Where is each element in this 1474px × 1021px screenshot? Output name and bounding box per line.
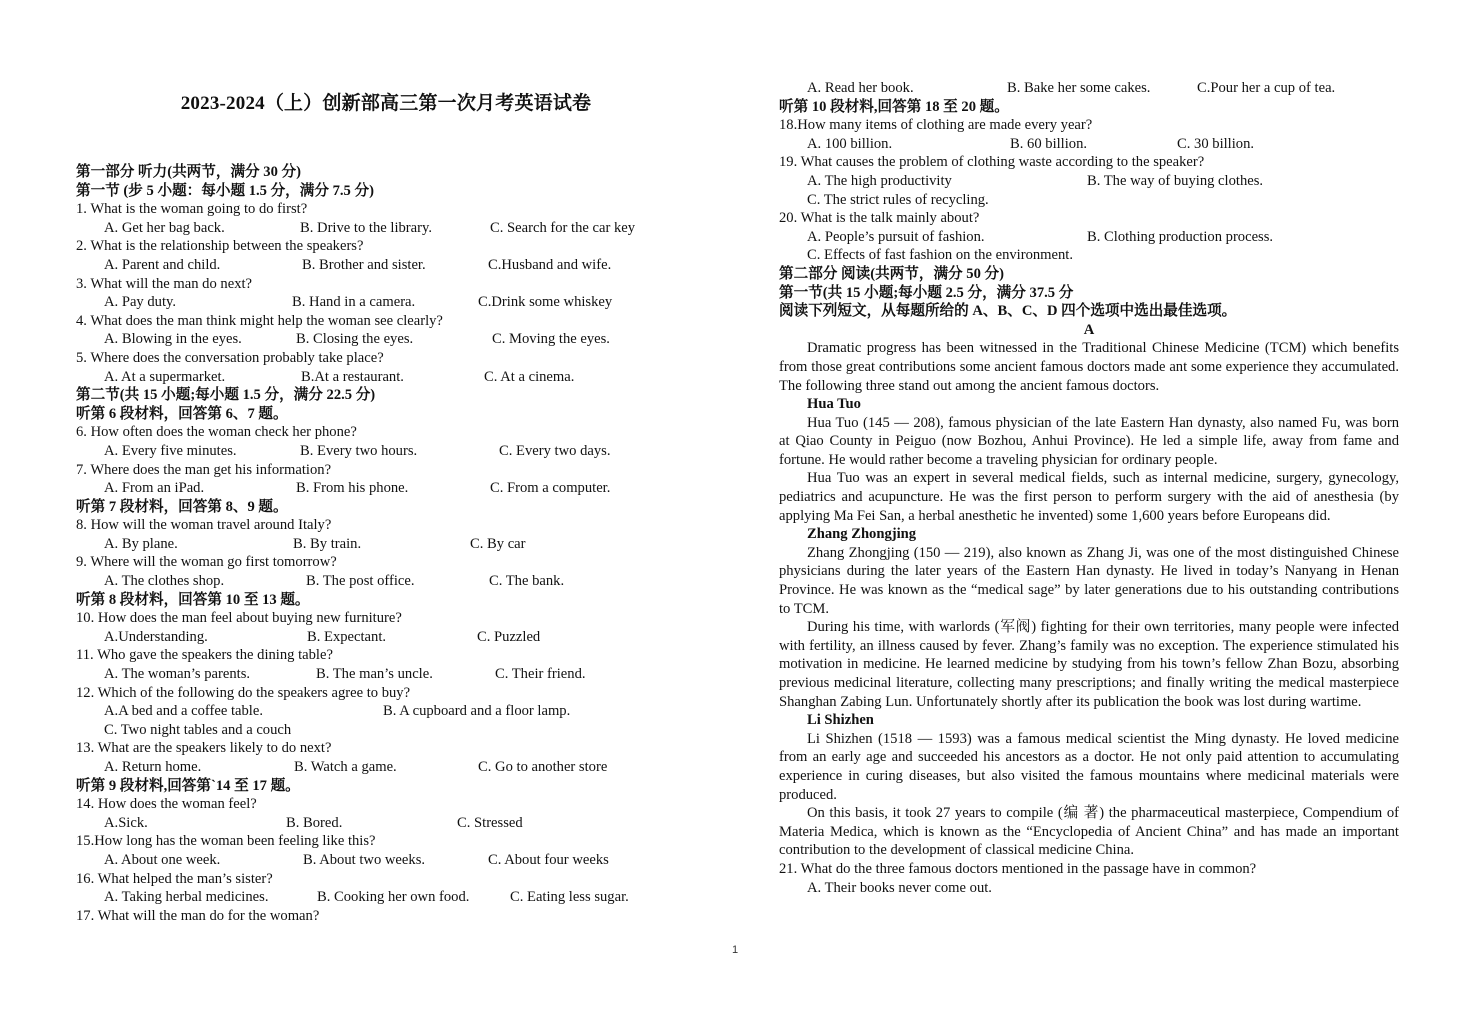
question-17: 17. What will the man do for the woman? xyxy=(76,907,320,924)
options-19 xyxy=(779,172,1399,191)
question-11: 11. Who gave the speakers the dining table? xyxy=(76,647,333,664)
options-21 xyxy=(779,879,1399,898)
left-column xyxy=(76,163,686,925)
option-b: B. Expectant. xyxy=(307,628,387,645)
options-10 xyxy=(76,628,686,647)
option-c: C. Effects of fast fashion on the environment. xyxy=(807,247,1074,264)
option-a: A. By plane. xyxy=(104,535,178,552)
right-column xyxy=(779,79,1399,897)
options-16 xyxy=(76,888,686,907)
question-6: 6. How often does the woman check her phone? xyxy=(76,424,357,441)
material-9-heading: 听第 9 段材料,回答第`14 至 17 题。 xyxy=(76,777,300,794)
option-c: C.Drink some whiskey xyxy=(478,294,613,311)
options-13 xyxy=(76,758,686,777)
options-2 xyxy=(76,256,686,275)
question-5: 5. Where does the conversation probably take place? xyxy=(76,349,384,366)
option-c: C. The bank. xyxy=(489,573,565,590)
option-a: A. Parent and child. xyxy=(104,256,221,273)
question-3: 3. What will the man do next? xyxy=(76,275,253,292)
options-6 xyxy=(76,442,686,461)
options-15 xyxy=(76,851,686,870)
question-16: 16. What helped the man’s sister? xyxy=(76,870,273,887)
option-c: C. Puzzled xyxy=(477,628,541,645)
option-c: C. By car xyxy=(470,535,526,552)
option-c: C. Their friend. xyxy=(495,666,586,683)
subheading-li-shizhen: Li Shizhen xyxy=(807,712,874,729)
option-c: C. From a computer. xyxy=(490,480,611,497)
option-b: B. Bored. xyxy=(286,814,343,831)
material-8-heading: 听第 8 段材料，回答第 10 至 13 题。 xyxy=(76,591,310,608)
question-18: 18.How many items of clothing are made every year? xyxy=(779,117,1093,134)
option-a: A. 100 billion. xyxy=(807,135,893,152)
options-20-cont xyxy=(779,246,1399,265)
question-4: 4. What does the man think might help the woman see clearly? xyxy=(76,312,443,329)
option-a: A. Get her bag back. xyxy=(104,219,225,236)
material-10-heading: 听第 10 段材料,回答第 18 至 20 题。 xyxy=(779,98,1009,115)
option-c: C. At a cinema. xyxy=(484,368,575,385)
question-10: 10. How does the man feel about buying new furniture? xyxy=(76,610,402,627)
option-c: C. Stressed xyxy=(457,814,523,831)
material-6-heading: 听第 6 段材料，回答第 6、7 题。 xyxy=(76,405,288,422)
option-b: B. Clothing production process. xyxy=(1087,228,1274,245)
section1-heading: 第一节 (步 5 小题：每小题 1.5 分，满分 7.5 分) xyxy=(76,182,374,199)
option-b: B. By train. xyxy=(293,535,362,552)
options-11 xyxy=(76,665,686,684)
option-c: C. Eating less sugar. xyxy=(510,889,629,906)
options-19-cont xyxy=(779,191,1399,210)
option-a: A. Return home. xyxy=(104,759,202,775)
question-2: 2. What is the relationship between the speakers? xyxy=(76,238,364,255)
passage-paragraph-3: Hua Tuo was an expert in several medical fields, such as internal medicine, surgery, gynecology, pediatrics and acupuncture. He was the first person to perform surgery with the aid of anesthesia (by applying Ma Fei San, a herbal anesthetic he invented) some 1,600 years before Europeans did. xyxy=(779,470,1399,524)
part1-heading: 第一部分 听力(共两节，满分 30 分) xyxy=(76,164,301,180)
question-20: 20. What is the talk mainly about? xyxy=(779,210,980,227)
passage-paragraph-1: Dramatic progress has been witnessed in the Traditional Chinese Medicine (TCM) which benefits from those great contributions some ancient famous doctors made ant some experience they accumulated. The following three stand out among the ancient famous doctors. xyxy=(779,340,1399,394)
option-b: B. Watch a game. xyxy=(294,759,397,775)
option-a: A.A bed and a coffee table. xyxy=(104,703,263,720)
passage-letter: A xyxy=(1083,321,1095,338)
option-a: A. Their books never come out. xyxy=(807,879,992,896)
option-a: A. Read her book. xyxy=(807,80,914,96)
option-b: B. The post office. xyxy=(306,573,415,590)
option-a: A.Sick. xyxy=(104,814,148,831)
option-a: A. Pay duty. xyxy=(104,294,177,311)
option-c: C. Two night tables and a couch xyxy=(104,721,292,738)
question-12: 12. Which of the following do the speakers agree to buy? xyxy=(76,684,411,701)
option-b: B. Closing the eyes. xyxy=(296,331,414,348)
options-17 xyxy=(779,79,1399,98)
options-12-cont xyxy=(76,721,686,740)
options-20 xyxy=(779,228,1399,247)
question-19: 19. What causes the problem of clothing waste according to the speaker? xyxy=(779,154,1205,171)
option-c: C. Every two days. xyxy=(499,442,611,459)
reading-instructions: 阅读下列短文，从每题所给的 A、B、C、D 四个选项中选出最佳选项。 xyxy=(779,303,1237,320)
option-b: B. 60 billion. xyxy=(1010,135,1088,152)
option-b: B. Hand in a camera. xyxy=(292,294,416,311)
question-7: 7. Where does the man get his information? xyxy=(76,461,332,478)
option-b: B. Drive to the library. xyxy=(300,219,432,236)
option-b: B. Cooking her own food. xyxy=(317,889,470,906)
question-9: 9. Where will the woman go first tomorrow? xyxy=(76,554,337,571)
option-c: C. About four weeks xyxy=(488,851,609,868)
question-21: 21. What do the three famous doctors mentioned in the passage have in common? xyxy=(779,860,1257,877)
option-a: A. Every five minutes. xyxy=(104,442,237,459)
passage-paragraph-7: On this basis, it took 27 years to compile (编 著) the pharmaceutical masterpiece, Compendium of Materia Medica, which is known as the “Encyclopedia of Ancient China” and has made an important contribution to the development of classical medicine China. xyxy=(779,805,1399,859)
option-b: B.At a restaurant. xyxy=(301,368,404,385)
reading-section1-heading: 第一节(共 15 小题;每小题 2.5 分，满分 37.5 分 xyxy=(779,284,1074,301)
option-c: C.Husband and wife. xyxy=(488,256,612,273)
page-number: 1 xyxy=(732,944,739,956)
option-c: C. Moving the eyes. xyxy=(492,331,610,348)
options-3 xyxy=(76,293,686,312)
option-a: A. About one week. xyxy=(104,851,221,868)
options-8 xyxy=(76,535,686,554)
option-b: B. The man’s uncle. xyxy=(316,666,433,683)
question-14: 14. How does the woman feel? xyxy=(76,796,257,813)
options-14 xyxy=(76,814,686,833)
question-1: 1. What is the woman going to do first? xyxy=(76,201,308,218)
part2-heading: 第二部分 阅读(共两节，满分 50 分) xyxy=(779,265,1004,282)
option-b: B. Bake her some cakes. xyxy=(1007,80,1151,96)
option-b: B. The way of buying clothes. xyxy=(1087,172,1264,189)
option-b: B. About two weeks. xyxy=(303,851,426,868)
options-9 xyxy=(76,572,686,591)
options-5 xyxy=(76,368,686,387)
section2-heading: 第二节(共 15 小题;每小题 1.5 分，满分 22.5 分) xyxy=(76,387,376,404)
options-18 xyxy=(779,135,1399,154)
subheading-zhang-zhongjing: Zhang Zhongjing xyxy=(807,526,917,543)
option-a: A. People’s pursuit of fashion. xyxy=(807,228,985,245)
question-8: 8. How will the woman travel around Italy? xyxy=(76,517,332,534)
option-a: A. At a supermarket. xyxy=(104,368,226,385)
option-b: B. Every two hours. xyxy=(300,442,418,459)
passage-paragraph-4: Zhang Zhongjing (150 — 219), also known as Zhang Ji, was one of the most distinguished Chinese physicians during the later years of the Eastern Han dynasty. He lived in today’s Nanyang in Henan Province. He was known as the “medical sage” by later generations due to his outstanding contributions to TCM. xyxy=(779,544,1399,617)
option-a: A.Understanding. xyxy=(104,628,208,645)
option-c: C. The strict rules of recycling. xyxy=(807,191,989,208)
option-a: A. From an iPad. xyxy=(104,480,205,497)
option-c: C. Search for the car key xyxy=(490,219,636,236)
option-b: B. Brother and sister. xyxy=(302,256,426,273)
option-a: A. The clothes shop. xyxy=(104,573,225,590)
exam-title: 2023-2024（上）创新部高三第一次月考英语试卷 xyxy=(180,93,592,114)
question-13: 13. What are the speakers likely to do next? xyxy=(76,740,332,757)
question-15: 15.How long has the woman been feeling like this? xyxy=(76,833,376,850)
option-c: C. 30 billion. xyxy=(1177,135,1255,152)
material-7-heading: 听第 7 段材料，回答第 8、9 题。 xyxy=(76,498,288,515)
option-b: B. A cupboard and a floor lamp. xyxy=(383,703,571,720)
option-a: A. Blowing in the eyes. xyxy=(104,331,242,348)
options-12 xyxy=(76,702,686,721)
option-a: A. The high productivity xyxy=(807,172,952,189)
options-1 xyxy=(76,219,686,238)
subheading-hua-tuo: Hua Tuo xyxy=(807,396,861,413)
option-c: C. Go to another store xyxy=(478,759,608,775)
option-c: C.Pour her a cup of tea. xyxy=(1197,80,1336,96)
passage-paragraph-6: Li Shizhen (1518 — 1593) was a famous medical scientist the Ming dynasty. He loved medicine from an early age and succeeded his ancestors as a doctor. He not only paid attention to accumulating experience in curing diseases, but also visited the famous mountains where medicinal materials were produced. xyxy=(779,730,1399,803)
passage-paragraph-5: During his time, with warlords (军阀) fighting for their own territories, many people were infected with fertility, an illness caused by fever. Zhang’s family was no exception. The experience stimulated his motivation in medicine. He learned medicine by studying from his town’s fellow Zhan Bozu, absorbing previous medicinal literature, collecting many prescriptions; and finally writing the medical masterpiece Shanghan Zabing Lun. Unfortunately shortly after its publication the book was lost during wartime. xyxy=(779,619,1399,710)
option-b: B. From his phone. xyxy=(296,480,409,497)
options-7 xyxy=(76,479,686,498)
option-a: A. The woman’s parents. xyxy=(104,666,251,683)
options-4 xyxy=(76,330,686,349)
passage-paragraph-2: Hua Tuo (145 — 208), famous physician of the late Eastern Han dynasty, also named Fu, was born at Qiao County in Peiguo (now Bozhou, Anhui Province). He led a simple life, away from fame and fortune. He would rather become a traveling physician for ordinary people. xyxy=(779,414,1399,468)
option-a: A. Taking herbal medicines. xyxy=(104,889,269,906)
